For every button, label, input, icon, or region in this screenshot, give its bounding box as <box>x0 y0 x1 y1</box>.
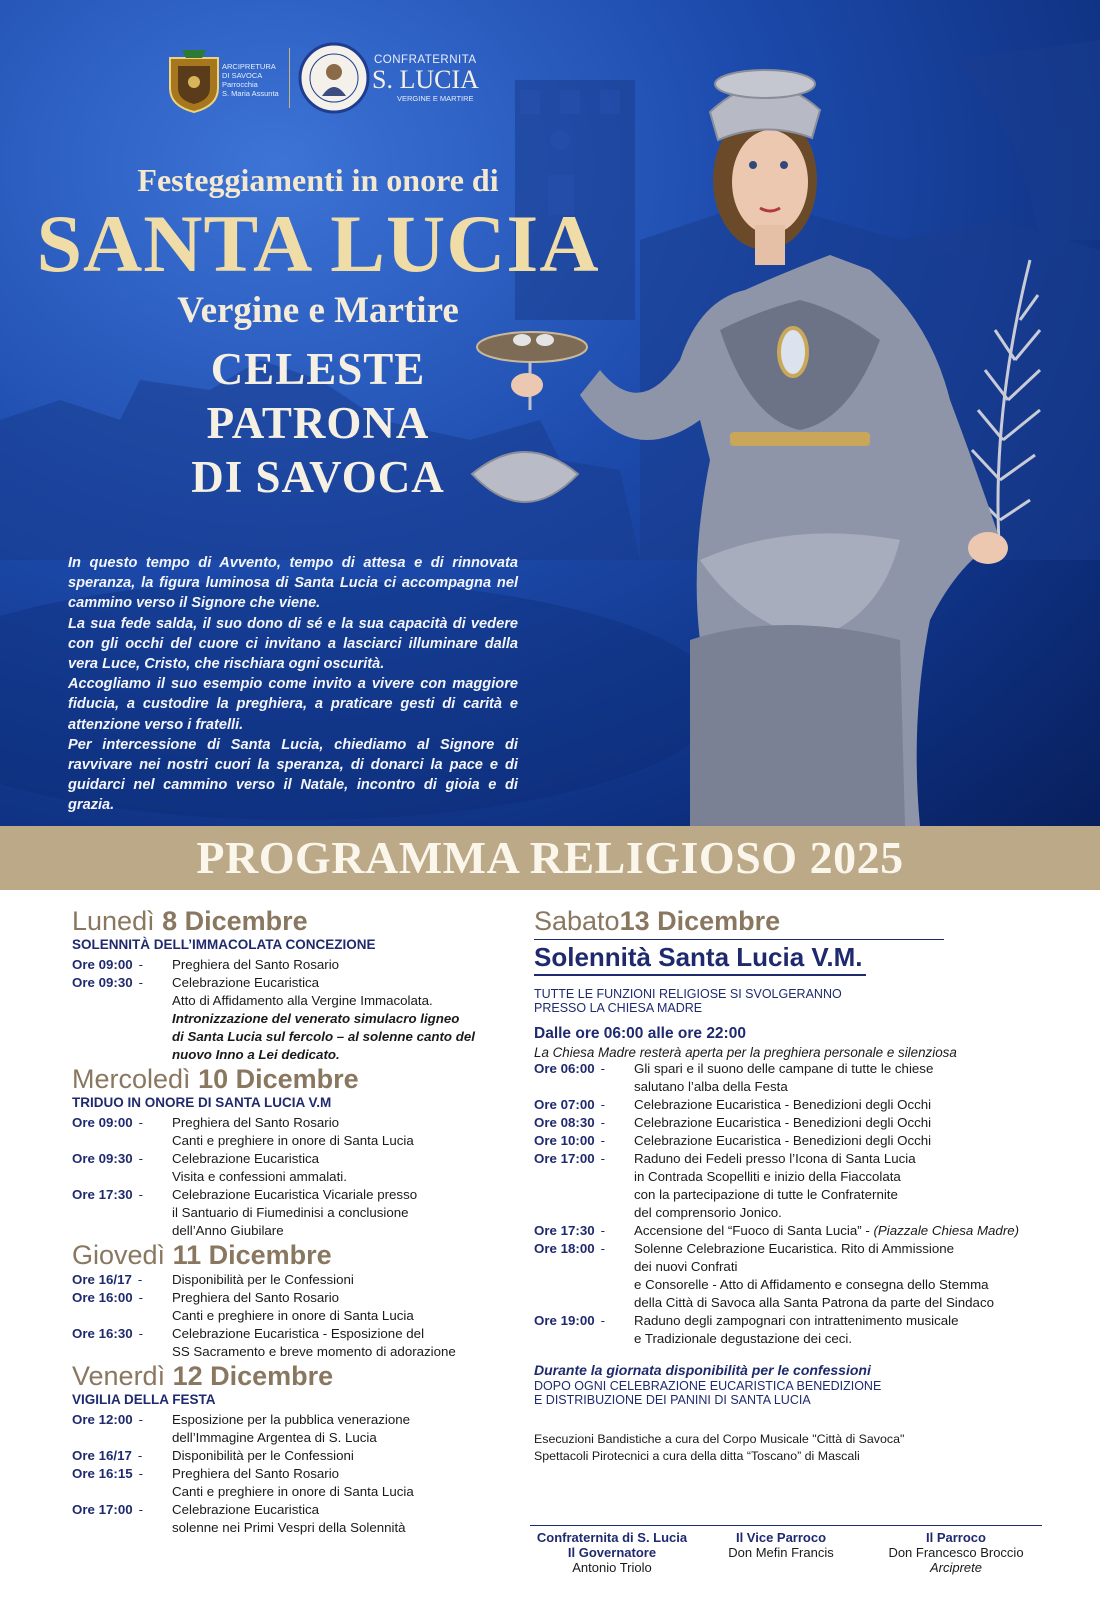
event-row <box>72 956 512 974</box>
event-row <box>72 1325 512 1361</box>
signature-role: Confraternita di S. Lucia <box>536 1530 688 1545</box>
signature-title: Arciprete <box>929 1560 983 1575</box>
logo2-title: S. LUCIA <box>372 65 479 94</box>
signature-role: Il Parroco <box>926 1530 986 1545</box>
day-weekday: Sabato <box>534 906 620 936</box>
day-date: 12 Dicembre <box>172 1361 334 1391</box>
headline-festa: Festeggiamenti in onore di <box>137 162 499 198</box>
event-time: Ore 07:00 - <box>534 1097 606 1112</box>
event-desc: Celebrazione Eucaristica - Benedizioni degli Occhi <box>634 1097 932 1112</box>
event-time: Ore 19:00 - <box>534 1313 606 1328</box>
confraternity-seal-icon <box>298 42 370 114</box>
day-date: 10 Dicembre <box>198 1064 359 1094</box>
event-desc: Celebrazione Eucaristica solenne nei Primi Vespri della Solennità <box>172 1502 406 1535</box>
band-note-line: Esecuzioni Bandistiche a cura del Corpo Musicale "Città di Savoca" <box>534 1432 905 1446</box>
event-time: Ore 08:30 - <box>534 1115 606 1130</box>
event-row <box>72 1501 512 1537</box>
event-time: Ore 16:30 - <box>72 1326 144 1341</box>
intro-paragraph: Accogliamo il suo esempio come invito a vivere con maggiore fiducia, a custodire la preghiera, a praticare gesti di carità e attenzione verso i fratelli. <box>68 676 518 733</box>
after-note <box>534 1380 1044 1407</box>
day-subtitle: SOLENNITÀ DELL’IMMACOLATA CONCEZIONE <box>72 937 376 952</box>
day-block <box>72 906 512 1064</box>
intro-paragraph: Per intercessione di Santa Lucia, chiediamo al Signore di ravvivare nei nostri cuori la speranza, di donarci la pace e di guidarci nel cammino verso il Natale, incontro di gioia e di grazia. <box>68 736 518 814</box>
event-time: Ore 06:00 - <box>534 1061 606 1076</box>
event-time: Ore 17:30 - <box>534 1223 606 1238</box>
event-row <box>534 1240 1044 1312</box>
event-desc: Preghiera del Santo Rosario Canti e preghiere in onore di Santa Lucia <box>172 1115 414 1148</box>
day-block <box>72 1064 512 1240</box>
event-row <box>72 1186 512 1240</box>
signatures <box>530 1525 1042 1593</box>
event-desc: Gli spari e il suono delle campane di tutte le chiese salutano l’alba della Festa <box>634 1061 934 1094</box>
headline-celeste <box>18 342 618 504</box>
logo1-line: S. Maria Assunta <box>222 89 279 98</box>
event-row <box>534 1060 1044 1096</box>
day-heading <box>72 906 512 937</box>
event-row <box>72 1150 512 1186</box>
logo-divider <box>289 48 290 108</box>
event-row <box>72 974 512 1064</box>
day-date: 11 Dicembre <box>172 1240 332 1270</box>
event-time: Ore 09:30 - <box>72 975 144 990</box>
headline-celeste-line: PATRONA <box>206 398 430 448</box>
event-row <box>72 1271 512 1289</box>
intro-paragraph: In questo tempo di Avvento, tempo di attesa e di rinnovata speranza, la figura luminosa di Santa Lucia ci accompagna nel cammino verso il Signore che viene. <box>68 555 518 612</box>
event-row <box>534 1150 1044 1222</box>
program-column-left <box>72 906 512 1537</box>
signature-block <box>530 1530 694 1575</box>
opening-hours: Dalle ore 06:00 alle ore 22:00 <box>534 1025 746 1042</box>
day-heading <box>72 1361 512 1392</box>
day-weekday: Giovedì <box>72 1240 166 1270</box>
event-desc: Esposizione per la pubblica venerazione dell’Immagine Argentea di S. Lucia <box>172 1412 411 1445</box>
program-column-right <box>534 906 1044 1465</box>
confessions-note: Durante la giornata disponibilità per le confessioni <box>534 1362 871 1378</box>
event-time: Ore 17:00 - <box>534 1151 606 1166</box>
intro-paragraph: La sua fede salda, il suo dono di sé e la sua capacità di vedere con gli occhi del cuore ci invitano a lasciarci illuminare dalla vera Luce, Cristo, che rischiara ogni oscurità. <box>68 615 518 673</box>
event-time: Ore 09:00 - <box>72 1115 144 1130</box>
day-subtitle: VIGILIA DELLA FESTA <box>72 1392 216 1407</box>
event-desc: Preghiera del Santo Rosario Canti e preghiere in onore di Santa Lucia <box>172 1466 414 1499</box>
notice-line: PRESSO LA CHIESA MADRE <box>534 1000 703 1015</box>
day-subtitle: TRIDUO IN ONORE DI SANTA LUCIA V.M <box>72 1095 332 1110</box>
event-desc: Solenne Celebrazione Eucaristica. Rito di Ammissione dei nuovi Confrati e Consorelle - Atto di Affidamento e consegna dello Stemma della Città di Savoca alla Santa Patrona da parte del Sindaco <box>634 1241 994 1310</box>
event-row <box>72 1411 512 1447</box>
event-desc: Raduno dei Fedeli presso l’Icona di Santa Lucia in Contrada Scopelliti e inizio della Fiaccolata con la partecipazione di tutte le Confraternite del comprensorio Jonico. <box>634 1151 916 1220</box>
day-date: 13 Dicembre <box>619 906 781 936</box>
event-desc: Disponibilità per le Confessioni <box>172 1448 354 1463</box>
event-time: Ore 16/17 - <box>72 1272 143 1287</box>
event-desc: Celebrazione Eucaristica - Benedizioni degli Occhi <box>634 1133 932 1148</box>
logo-group <box>164 40 504 116</box>
parish-coat-of-arms-icon <box>164 42 224 114</box>
signature-name: Antonio Triolo <box>572 1560 652 1575</box>
headline-celeste-line: DI SAVOCA <box>191 452 445 502</box>
event-row <box>72 1114 512 1150</box>
event-desc: Preghiera del Santo Rosario <box>172 957 340 972</box>
event-desc: Disponibilità per le Confessioni <box>172 1272 354 1287</box>
event-row <box>534 1114 1044 1132</box>
logo1-line: ARCIPRETURA <box>222 62 276 71</box>
after-line: DOPO OGNI CELEBRAZIONE EUCARISTICA BENEDIZIONE <box>534 1379 882 1393</box>
church-note: La Chiesa Madre resterà aperta per la preghiera personale e silenziosa <box>534 1045 957 1060</box>
day-block <box>72 1240 512 1361</box>
event-desc: Raduno degli zampognari con intrattenimento musicale e Tradizionale degustazione dei ceci. <box>634 1313 959 1346</box>
day-heading <box>534 906 1044 937</box>
event-row <box>534 1312 1044 1348</box>
logo2-name: CONFRATERNITA <box>374 54 477 66</box>
after-line: E DISTRIBUZIONE DEI PANINI DI SANTA LUCIA <box>534 1392 811 1407</box>
program-title: PROGRAMMA RELIGIOSO 2025 <box>196 832 904 883</box>
band-notes <box>534 1431 1044 1465</box>
event-time: Ore 09:30 - <box>72 1151 144 1166</box>
event-time: Ore 12:00 - <box>72 1412 144 1427</box>
event-time: Ore 09:00 - <box>72 957 144 972</box>
event-time: Ore 17:00 - <box>72 1502 144 1517</box>
day-block <box>72 1361 512 1537</box>
signature-role: Il Governatore <box>567 1545 657 1560</box>
event-desc: Celebrazione Eucaristica Atto di Affidamento alla Vergine Immacolata. Intronizzazione del venerato simulacro ligneo di Santa Lucia sul fercolo – al solenne canto del nuovo Inno a Lei dedicato. <box>172 975 475 1062</box>
day-weekday: Lunedì <box>72 906 155 936</box>
event-time: Ore 16:15 - <box>72 1466 144 1481</box>
program-banner <box>0 826 1100 890</box>
event-desc: Celebrazione Eucaristica - Benedizioni degli Occhi <box>634 1115 932 1130</box>
headline-vergine: Vergine e Martire <box>177 290 459 331</box>
logo1-line: Parrocchia <box>222 80 258 89</box>
day-weekday: Venerdì <box>72 1361 166 1391</box>
day-heading <box>72 1240 512 1271</box>
event-row <box>72 1289 512 1325</box>
logo2-subtitle: VERGINE E MARTIRE <box>397 94 474 103</box>
logo1-line: DI SAVOCA <box>222 71 263 80</box>
day-weekday: Mercoledì <box>72 1064 191 1094</box>
signature-name: Don Francesco Broccio <box>888 1545 1024 1560</box>
event-row <box>534 1132 1044 1150</box>
day-date: 8 Dicembre <box>162 906 308 936</box>
event-time: Ore 17:30 - <box>72 1187 144 1202</box>
event-desc: Celebrazione Eucaristica Visita e confessioni ammalati. <box>172 1151 347 1184</box>
notice <box>534 988 1044 1015</box>
band-note-line: Spettacoli Pirotecnici a cura della ditta “Toscano” di Mascali <box>534 1449 860 1463</box>
signature-block <box>716 1530 846 1560</box>
event-desc: Preghiera del Santo Rosario Canti e preghiere in onore di Santa Lucia <box>172 1290 414 1323</box>
event-time: Ore 16/17 - <box>72 1448 143 1463</box>
event-desc: Accensione del “Fuoco di Santa Lucia” - (Piazzale Chiesa Madre) <box>634 1223 1020 1238</box>
headline-celeste-line: CELESTE <box>210 344 426 394</box>
headline <box>18 162 618 504</box>
event-time: Ore 18:00 - <box>534 1241 606 1256</box>
event-time: Ore 16:00 - <box>72 1290 144 1305</box>
intro-text <box>68 553 518 816</box>
event-row <box>534 1222 1044 1240</box>
notice-line: TUTTE LE FUNZIONI RELIGIOSE SI SVOLGERANNO <box>534 987 842 1001</box>
event-row <box>72 1465 512 1501</box>
solemnity-title: Solennità Santa Lucia V.M. <box>534 940 866 976</box>
day-heading <box>72 1064 512 1095</box>
signature-role: Il Vice Parroco <box>735 1530 827 1545</box>
headline-santa-lucia: SANTA LUCIA <box>36 198 600 289</box>
signature-name: Don Mefin Francis <box>728 1545 834 1560</box>
event-row <box>534 1096 1044 1114</box>
event-desc: Celebrazione Eucaristica Vicariale presso il Santuario di Fiumedinisi a conclusione dell’Anno Giubilare <box>172 1187 418 1238</box>
event-row <box>72 1447 512 1465</box>
event-desc: Celebrazione Eucaristica - Esposizione del SS Sacramento e breve momento di adorazione <box>172 1326 456 1359</box>
event-time: Ore 10:00 - <box>534 1133 606 1148</box>
signature-block <box>870 1530 1042 1575</box>
